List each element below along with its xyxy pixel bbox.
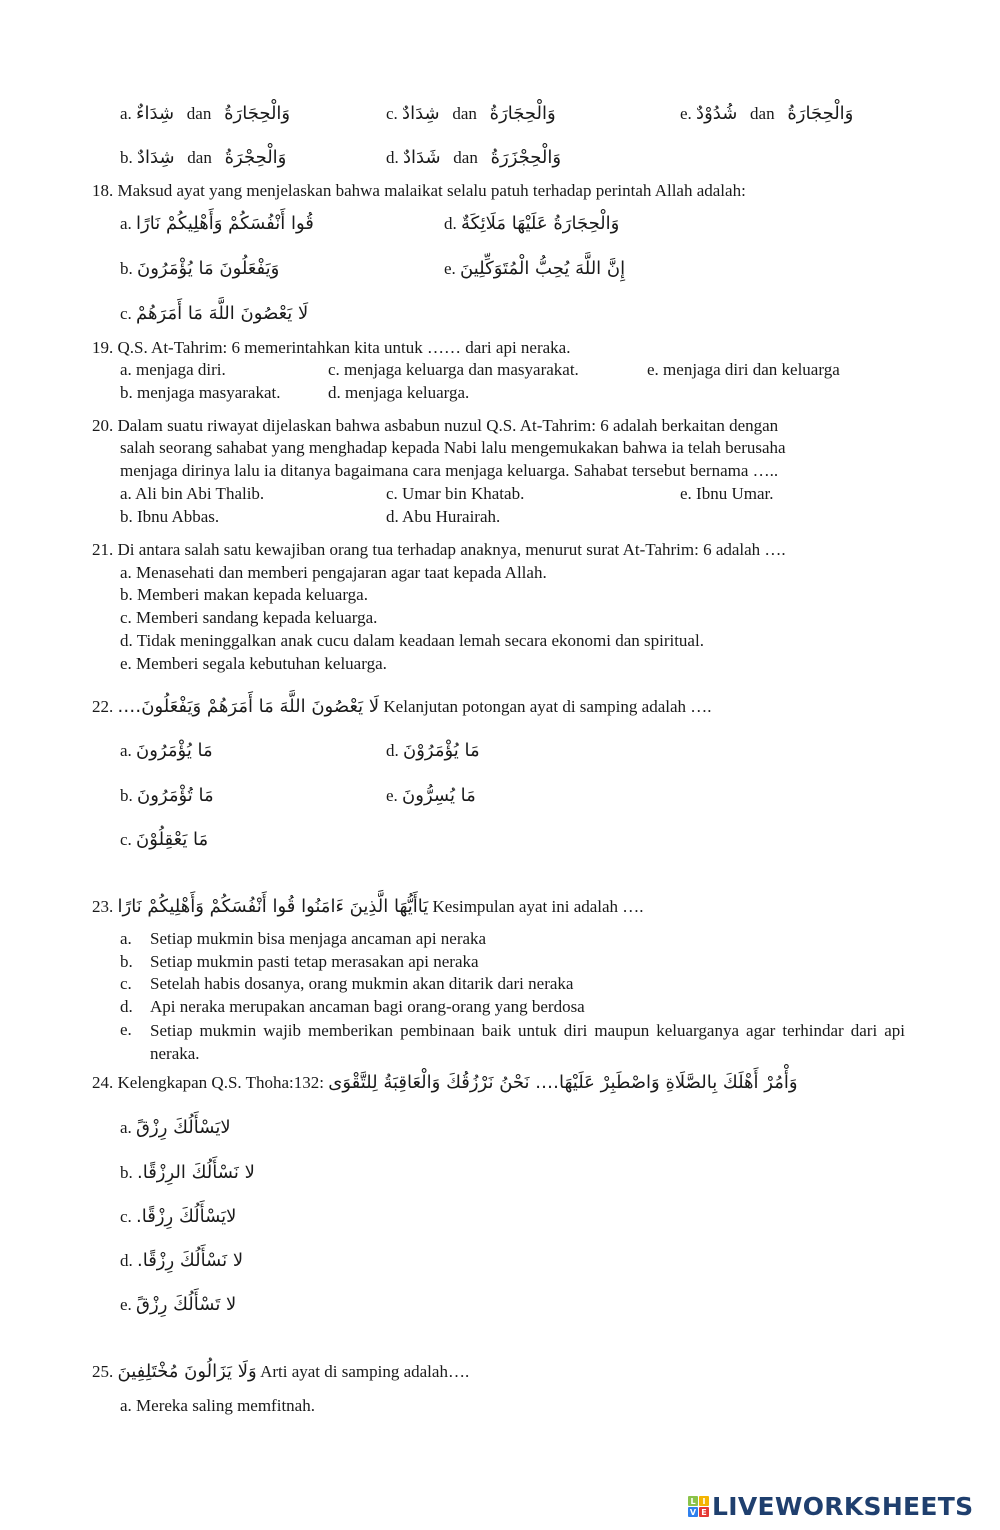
q24-arabic-verse: وَأْمُرْ أَهْلَكَ بِالصَّلَاةِ وَاصْطَبِرْ عَلَيْهَا…. نَحْنُ نَرْزُقُكَ وَالْعَاقِبَةُ لِلتَّقْوَى — [328, 1072, 798, 1093]
q19-option-d[interactable]: d. menjaga keluarga. — [328, 383, 470, 402]
q22-option-c[interactable]: c. مَا يَعْقِلُوْنَ — [120, 829, 209, 850]
q18-stem: 18. Maksud ayat yang menjelaskan bahwa malaikat selalu patuh terhadap perintah Allah adalah: — [92, 181, 746, 200]
q22-option-b[interactable]: b. مَا تُؤْمَرُونَ — [120, 785, 214, 806]
q24-option-c[interactable]: c. لايَسْأَلُكَ رِزْقًا. — [120, 1206, 237, 1227]
q17-option-e[interactable]: e. شُدُوْدٌ dan وَالْحِجَارَةُ — [680, 103, 854, 124]
q23-option-b[interactable]: b. Setiap mukmin pasti tetap merasakan api neraka — [120, 952, 479, 971]
logo-tile-e: E — [699, 1507, 709, 1517]
q21-option-a[interactable]: a. Menasehati dan memberi pengajaran agar taat kepada Allah. — [120, 563, 547, 582]
q17-option-d[interactable]: d. شَدَادٌ dan وَالْحِجْزَرَةُ — [386, 147, 562, 168]
q25-arabic-verse: وَلَا يَزَالُونَ مُخْتَلِفِينَ — [117, 1361, 257, 1382]
q23-option-e[interactable]: e. Setiap mukmin wajib memberikan pembinaan baik untuk diri maupun keluarganya agar terhindar dari api neraka. — [120, 1020, 905, 1063]
logo-tile-v: V — [689, 1507, 697, 1517]
q20-stem-line-2: salah seorang sahabat yang menghadap kepada Nabi lalu mengemukakan bahwa ia telah berusaha — [120, 438, 786, 457]
q23-stem: 23. يَاأَيُّهَا الَّذِينَ ءَامَنُوا قُوا أَنْفُسَكُمْ وَأَهْلِيكُمْ نَارًا Kesimpulan ayat ini adalah …. — [92, 896, 644, 917]
q19-option-a[interactable]: a. menjaga diri. — [120, 360, 226, 379]
q20-stem-line-3: menjaga dirinya lalu ia ditanya bagaimana cara menjaga keluarga. Sahabat tersebut bernama ….. — [120, 461, 779, 480]
q23-option-c[interactable]: c. Setelah habis dosanya, orang mukmin akan ditarik dari neraka — [120, 974, 574, 993]
q20-stem-line-1: 20. Dalam suatu riwayat dijelaskan bahwa asbabun nuzul Q.S. At-Tahrim: 6 adalah berkaitan dengan — [92, 416, 779, 435]
q24-option-d[interactable]: d. لا نَسْأَلُكَ رِزْقًا. — [120, 1250, 244, 1271]
q17-option-c[interactable]: c. شِدَادٌ dan وَالْحِجَارَةُ — [386, 103, 556, 124]
q20-option-c[interactable]: c. Umar bin Khatab. — [386, 484, 525, 503]
q20-option-e[interactable]: e. Ibnu Umar. — [680, 484, 774, 503]
logo-tile-i: I — [699, 1496, 709, 1506]
q22-arabic-verse: لَا يَعْصُونَ اللَّهَ مَا أَمَرَهُمْ وَيَفْعَلُونَ…. — [117, 696, 380, 717]
q25-stem: 25. وَلَا يَزَالُونَ مُخْتَلِفِينَ Arti ayat di samping adalah…. — [92, 1361, 470, 1382]
q17-option-b[interactable]: b. شِدَادٌ dan وَالْحِجْرَةُ — [120, 147, 287, 168]
q21-option-d[interactable]: d. Tidak meninggalkan anak cucu dalam keadaan lemah secara ekonomi dan spiritual. — [120, 631, 704, 650]
q21-option-c[interactable]: c. Memberi sandang kepada keluarga. — [120, 608, 378, 627]
q18-option-d[interactable]: d. وَالْحِجَارَةُ عَلَيْهَا مَلَائِكَةٌ — [444, 213, 620, 234]
q24-option-e[interactable]: e. لا تَسْأَلُكَ رِزْقً — [120, 1294, 237, 1315]
q19-option-e[interactable]: e. menjaga diri dan keluarga — [647, 360, 840, 379]
q22-option-a[interactable]: a. مَا يُؤْمَرُونَ — [120, 740, 213, 761]
q20-option-a[interactable]: a. Ali bin Abi Thalib. — [120, 484, 265, 503]
q23-option-d[interactable]: d. Api neraka merupakan ancaman bagi orang-orang yang berdosa — [120, 997, 585, 1016]
q20-option-b[interactable]: b. Ibnu Abbas. — [120, 507, 220, 526]
q17-option-a[interactable]: a. شِدَاءٌ dan وَالْحِجَارَةُ — [120, 103, 291, 124]
q19-option-c[interactable]: c. menjaga keluarga dan masyarakat. — [328, 360, 579, 379]
q19-option-b[interactable]: b. menjaga masyarakat. — [120, 383, 281, 402]
liveworksheets-logo — [688, 1492, 973, 1521]
q22-option-e[interactable]: e. مَا يُسِرُّونَ — [386, 785, 476, 806]
q21-stem: 21. Di antara salah satu kewajiban orang tua terhadap anaknya, menurut surat At-Tahrim: 6 adalah …. — [92, 540, 786, 559]
q23-arabic-verse: يَاأَيُّهَا الَّذِينَ ءَامَنُوا قُوا أَنْفُسَكُمْ وَأَهْلِيكُمْ نَارًا — [117, 896, 429, 917]
logo-tile-l: L — [688, 1496, 698, 1506]
q24-option-a[interactable]: a. لايَسْأَلُكَ رِزْقً — [120, 1117, 231, 1138]
q18-option-b[interactable]: b. وَيَفْعَلُونَ مَا يُؤْمَرُونَ — [120, 258, 280, 279]
q18-option-a[interactable]: a. قُوا أَنْفُسَكُمْ وَأَهْلِيكُمْ نَارًا — [120, 213, 314, 234]
q21-option-e[interactable]: e. Memberi segala kebutuhan keluarga. — [120, 654, 387, 673]
q18-option-e[interactable]: e. إِنَّ اللَّهَ يُحِبُّ الْمُتَوَكِّلِينَ — [444, 258, 626, 279]
q25-option-a[interactable]: a. Mereka saling memfitnah. — [120, 1396, 315, 1415]
logo-text: LIVEWORKSHEETS — [712, 1492, 974, 1521]
logo-tiles-icon — [688, 1496, 709, 1517]
q21-option-b[interactable]: b. Memberi makan kepada keluarga. — [120, 585, 368, 604]
q24-option-b[interactable]: b. لا نَسْأَلُكَ الرِزْقًا. — [120, 1162, 255, 1183]
q23-option-a[interactable]: a. Setiap mukmin bisa menjaga ancaman api neraka — [120, 929, 487, 948]
q24-stem: 24. Kelengkapan Q.S. Thoha:132: وَأْمُرْ أَهْلَكَ بِالصَّلَاةِ وَاصْطَبِرْ عَلَيْهَا…. نَحْنُ نَرْزُقُكَ وَالْعَاقِبَةُ لِلتَّقْوَى — [92, 1072, 798, 1093]
q20-option-d[interactable]: d. Abu Hurairah. — [386, 507, 501, 526]
q18-option-c[interactable]: c. لَا يَعْصُونَ اللَّهَ مَا أَمَرَهُمْ — [120, 303, 309, 324]
q22-option-d[interactable]: d. مَا يُؤْمَرُوْنَ — [386, 740, 480, 761]
q22-stem: 22. لَا يَعْصُونَ اللَّهَ مَا أَمَرَهُمْ وَيَفْعَلُونَ…. Kelanjutan potongan ayat di samping adalah …. — [92, 696, 712, 717]
q19-stem: 19. Q.S. At-Tahrim: 6 memerintahkan kita untuk …… dari api neraka. — [92, 338, 571, 357]
